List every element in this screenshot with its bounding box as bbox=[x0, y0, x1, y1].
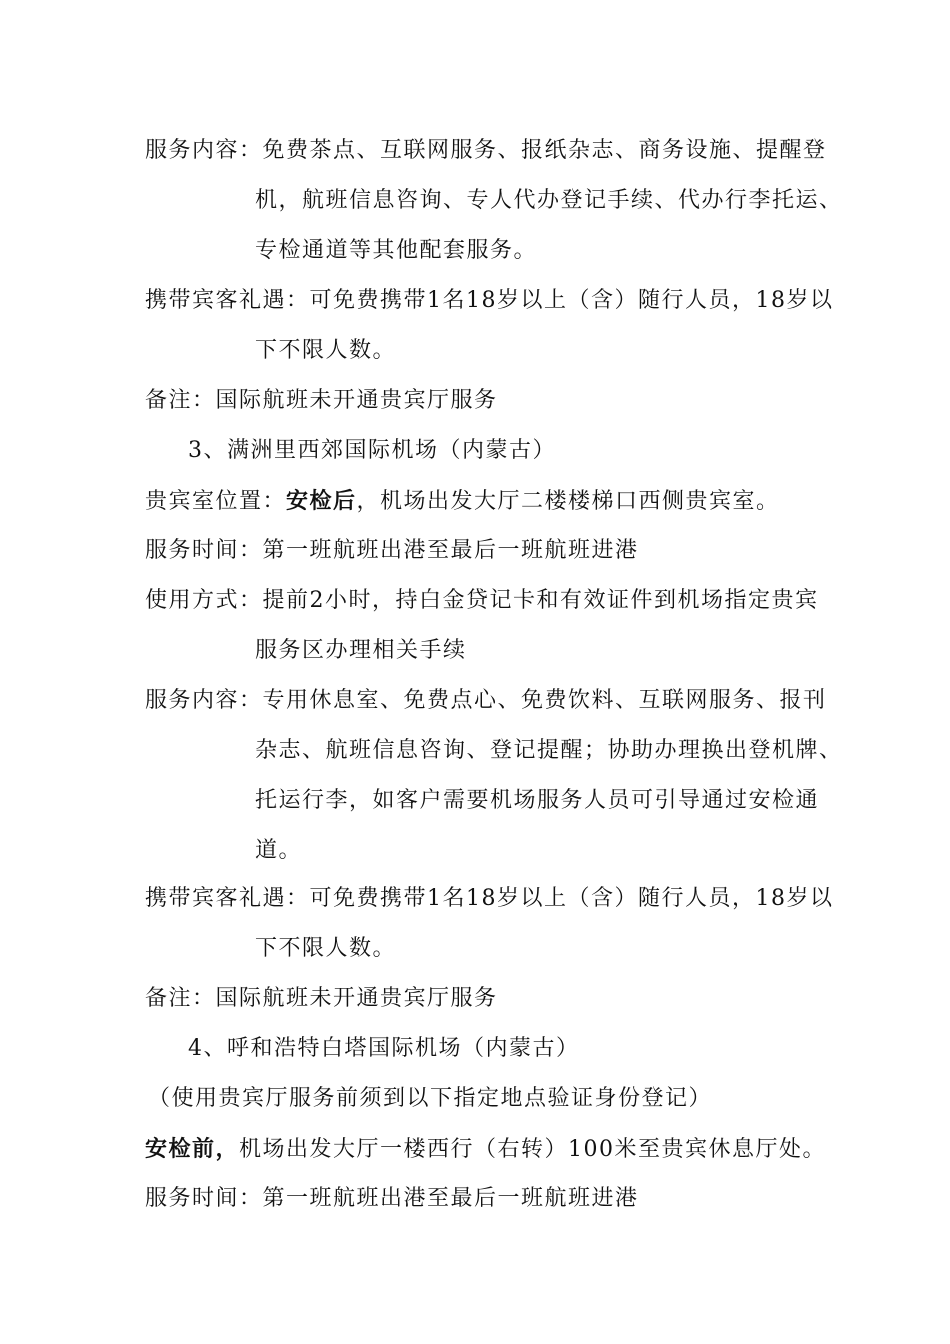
field-label: 服务时间： bbox=[145, 538, 263, 563]
service-content-line-3 bbox=[255, 236, 537, 266]
field-value-continued: 下不限人数。 bbox=[255, 936, 397, 961]
field-value: 国际航班未开通贵宾厅服务 bbox=[215, 986, 498, 1011]
field-value: 第一班航班出港至最后一班航班进港 bbox=[262, 538, 639, 563]
field-value: 第一班航班出港至最后一班航班进港 bbox=[262, 1186, 639, 1211]
field-value: 免费茶点、互联网服务、报纸杂志、商务设施、提醒登 bbox=[262, 138, 827, 163]
field-value: 国际航班未开通贵宾厅服务 bbox=[215, 388, 498, 413]
field-value: ，机场出发大厅二楼楼梯口西侧贵宾室。 bbox=[356, 489, 780, 514]
service-content-line-1 bbox=[145, 136, 827, 166]
guest-courtesy-line-1 bbox=[145, 286, 834, 316]
usage-method-line-2 bbox=[255, 636, 467, 666]
field-label: 携带宾客礼遇： bbox=[145, 288, 310, 313]
verification-note-line bbox=[148, 1084, 712, 1114]
guest-courtesy-line-2 bbox=[255, 336, 396, 366]
field-value-continued: 专检通道等其他配套服务。 bbox=[255, 238, 538, 263]
section-heading-hohhot bbox=[188, 1034, 580, 1064]
field-value-continued: 托运行李，如客户需要机场服务人员可引导通过安检通 bbox=[255, 788, 820, 813]
field-value: 可免费携带1名18岁以上（含）随行人员，18岁以 bbox=[309, 886, 834, 911]
service-time-2-line bbox=[145, 1184, 639, 1214]
field-value-continued: 下不限人数。 bbox=[255, 338, 397, 363]
field-value-continued: 机，航班信息咨询、专人代办登记手续、代办行李托运、 bbox=[255, 188, 843, 213]
service-content-line-2 bbox=[255, 186, 843, 216]
field-value: 可免费携带1名18岁以上（含）随行人员，18岁以 bbox=[309, 288, 834, 313]
field-label: 贵宾室位置： bbox=[145, 489, 287, 514]
field-value: 提前2小时，持白金贷记卡和有效证件到机场指定贵宾 bbox=[262, 588, 819, 613]
remark-line bbox=[145, 386, 498, 416]
remark-2-line bbox=[145, 984, 498, 1014]
security-before-line bbox=[145, 1134, 826, 1165]
field-value-continued: 杂志、航班信息咨询、登记提醒；协助办理换出登机牌、 bbox=[255, 738, 843, 763]
section-heading-text: 4、呼和浩特白塔国际机场（内蒙古） bbox=[188, 1036, 580, 1061]
field-value: 专用休息室、免费点心、免费饮料、互联网服务、报刊 bbox=[262, 688, 827, 713]
field-label: 服务内容： bbox=[145, 688, 263, 713]
service-content-2-line-4 bbox=[255, 836, 302, 866]
field-label: 携带宾客礼遇： bbox=[145, 886, 310, 911]
service-content-2-line-1 bbox=[145, 686, 827, 716]
service-time-line bbox=[145, 536, 639, 566]
field-label: 使用方式： bbox=[145, 588, 263, 613]
guest-courtesy-2-line-1 bbox=[145, 884, 834, 914]
note-text: （使用贵宾厅服务前须到以下指定地点验证身份登记） bbox=[148, 1086, 713, 1111]
lounge-location-line bbox=[145, 486, 780, 517]
service-content-2-line-3 bbox=[255, 786, 819, 816]
field-label: 备注： bbox=[145, 986, 216, 1011]
usage-method-line-1 bbox=[145, 586, 819, 616]
field-value-continued: 道。 bbox=[255, 838, 303, 863]
field-label: 服务时间： bbox=[145, 1186, 263, 1211]
section-heading-text: 3、满洲里西郊国际机场（内蒙古） bbox=[188, 438, 556, 463]
field-value-continued: 服务区办理相关手续 bbox=[255, 638, 467, 663]
field-label: 备注： bbox=[145, 388, 216, 413]
guest-courtesy-2-line-2 bbox=[255, 934, 396, 964]
field-label-bold: 安检前， bbox=[145, 1136, 240, 1162]
field-label: 服务内容： bbox=[145, 138, 263, 163]
section-heading-manzhouli bbox=[188, 436, 556, 466]
service-content-2-line-2 bbox=[255, 736, 843, 766]
field-value-bold: 安检后 bbox=[286, 488, 357, 514]
field-value: 机场出发大厅一楼西行（右转）100米至贵宾休息厅处。 bbox=[239, 1137, 827, 1162]
